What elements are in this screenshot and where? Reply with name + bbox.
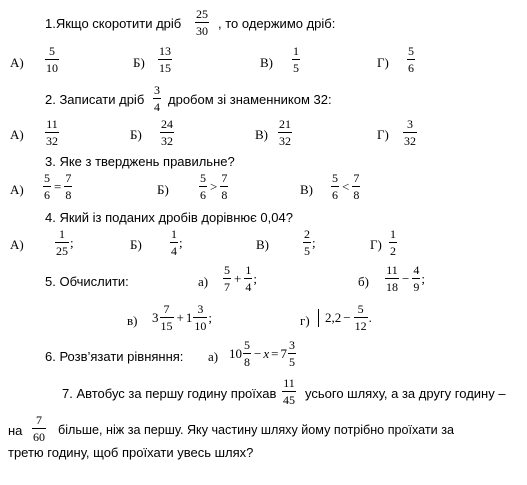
q5-b-first-numerator: 11: [386, 263, 398, 277]
q3-option-b-right-numerator: 7: [221, 171, 228, 185]
q4-option-c-denominator: 5: [304, 244, 310, 258]
q2-option-d-denominator: 32: [404, 134, 416, 148]
q5-b-label: б): [358, 274, 369, 289]
q4-option-a-expression: [54, 228, 74, 257]
q4-option-a-label: А): [10, 237, 24, 252]
q3-option-a-left-denominator: 6: [44, 188, 50, 202]
q6-equation: [229, 339, 297, 368]
q5-b-second-numerator: 4: [413, 263, 420, 277]
q2-option-c-numerator: 21: [279, 117, 291, 131]
q3-option-a-label: А): [10, 182, 24, 197]
q5-a-second-numerator: 1: [245, 263, 252, 277]
q1-option-c-numerator: 1: [293, 44, 299, 58]
q2-option-c-denominator: 32: [279, 134, 291, 148]
q6-operator: −: [254, 346, 262, 361]
q3-option-b-operator: >: [210, 179, 218, 194]
q4-option-b-label: Б): [130, 237, 142, 252]
q5-d-label: г): [300, 313, 310, 328]
q5-b-suffix: ;: [421, 271, 425, 286]
q6-text: 6. Розв’язати рівняння:: [45, 349, 184, 364]
q1-option-d-denominator: 6: [408, 61, 414, 75]
q4-option-b-expression: [169, 228, 183, 257]
q5-a-second-denominator: 4: [245, 280, 252, 294]
q5-text: 5. Обчислити:: [45, 274, 129, 289]
q4-option-c-suffix: ;: [312, 235, 316, 250]
q3-option-c-expression: [330, 172, 361, 201]
q5-d-denominator: 12: [354, 319, 367, 333]
q7-fraction-1-numerator: 11: [283, 376, 295, 390]
q7-fraction-2: [32, 414, 46, 443]
q4-option-c-expression: [302, 228, 316, 257]
q1-text-after: , то одержимо дріб:: [218, 16, 336, 31]
q2-option-d-label: Г): [377, 127, 389, 142]
q2-option-a-denominator: 32: [46, 134, 58, 148]
q2-option-b-fraction: [160, 118, 174, 147]
q6-first-denominator: 8: [244, 355, 250, 369]
q2-option-d-fraction: [403, 118, 417, 147]
q7-text-line2: більше, ніж за першу. Яку частину шляху йому потрібно проїхати за: [58, 423, 454, 437]
q5-c-operator: +: [176, 310, 184, 325]
q4-option-b-suffix: ;: [179, 235, 183, 250]
q7-text-line1-end: усього шляху, а за другу годину –: [305, 386, 506, 401]
q4-option-b-numerator: 1: [171, 227, 177, 241]
q5-b-operator: −: [402, 271, 410, 286]
q6-variable: x: [263, 346, 270, 361]
q4-option-d-numerator: 1: [390, 227, 396, 241]
q5-c-first-numerator: 7: [163, 302, 170, 316]
q7-fraction-1-denominator: 45: [283, 393, 295, 407]
q2-option-a-numerator: 11: [46, 117, 58, 131]
q5-d-suffix: .: [368, 310, 372, 325]
q1-option-b-numerator: 13: [159, 44, 171, 58]
q2-fraction: [153, 84, 161, 113]
q5-d-expression: [316, 303, 372, 332]
q5-c-second-numerator: 3: [197, 302, 204, 316]
q5-d-decimal: 2,2: [325, 310, 342, 325]
q3-option-b-right-denominator: 8: [221, 188, 228, 202]
q3-option-c-operator: <: [342, 179, 350, 194]
q6-first-numerator: 5: [244, 338, 250, 352]
q1-option-d-label: Г): [377, 55, 389, 70]
q7-fraction-2-denominator: 60: [33, 430, 45, 444]
q1-option-b-fraction: [158, 45, 172, 74]
q1-option-b-denominator: 15: [159, 61, 171, 75]
q3-option-a-operator: =: [54, 179, 62, 194]
cursor-bar: [318, 309, 319, 327]
q4-option-a-numerator: 1: [59, 227, 65, 241]
q5-c-label: в): [127, 313, 138, 328]
q2-option-c-fraction: [278, 118, 292, 147]
q4-option-d-denominator: 2: [390, 244, 396, 258]
q5-c-second-denominator: 10: [194, 319, 207, 333]
q3-option-b-left-denominator: 6: [200, 188, 206, 202]
q2-text: 2. Записати дріб: [45, 92, 145, 107]
q5-c-first-denominator: 15: [160, 319, 173, 333]
q5-c-first-whole: 3: [152, 310, 159, 325]
q2-option-a-fraction: [45, 118, 59, 147]
q2-fraction-denominator: 4: [154, 100, 160, 114]
q5-a-suffix: ;: [253, 271, 257, 286]
q4-option-d-label: Г): [370, 237, 382, 252]
q1-text: 1.Якщо скоротити дріб: [45, 16, 182, 31]
q3-option-c-left-numerator: 5: [332, 171, 338, 185]
q5-a-first-numerator: 5: [224, 263, 230, 277]
q1-option-c-fraction: [292, 45, 300, 74]
q3-option-c-label: В): [300, 182, 313, 197]
q1-option-d-numerator: 5: [408, 44, 414, 58]
q5-c-suffix: ;: [208, 310, 212, 325]
q6-second-denominator: 5: [288, 355, 295, 369]
q2-option-a-label: А): [10, 127, 24, 142]
q6-equals: =: [271, 346, 279, 361]
q7-fraction-2-numerator: 7: [36, 413, 42, 427]
q5-a-first-denominator: 7: [224, 280, 230, 294]
q3-option-b-label: Б): [157, 182, 169, 197]
q3-option-a-left-numerator: 5: [44, 171, 50, 185]
q6-second-numerator: 3: [288, 338, 295, 352]
q4-option-a-denominator: 25: [56, 244, 68, 258]
q1-option-d-fraction: [407, 45, 415, 74]
q7-fraction-1: [282, 377, 296, 406]
q2-text-after: дробом зі знаменником 32:: [168, 92, 332, 107]
q3-option-a-right-denominator: 8: [65, 188, 72, 202]
q3-option-c-right-numerator: 7: [353, 171, 360, 185]
q5-d-numerator: 5: [357, 302, 364, 316]
q1-option-c-denominator: 5: [293, 61, 299, 75]
q3-text: 3. Яке з тверджень правильне?: [45, 154, 235, 169]
q5-a-label: а): [198, 274, 209, 289]
q4-option-d-expression: [388, 228, 398, 257]
q3-option-c-right-denominator: 8: [353, 188, 360, 202]
q5-b-second-denominator: 9: [413, 280, 420, 294]
q5-d-operator: −: [343, 310, 351, 325]
q2-option-c-label: В): [255, 127, 268, 142]
q5-c-second-whole: 1: [185, 310, 193, 325]
q4-option-c-numerator: 2: [304, 227, 310, 241]
q2-option-d-numerator: 3: [407, 117, 413, 131]
q7-text-line1: 7. Автобус за першу годину проїхав: [62, 386, 277, 401]
q2-option-b-label: Б): [130, 127, 142, 142]
q1-fraction-numerator: 25: [196, 7, 208, 21]
q1-option-a-label: А): [10, 55, 24, 70]
q5-a-expression: [222, 264, 257, 293]
q4-option-c-label: В): [256, 237, 269, 252]
q3-option-c-left-denominator: 6: [332, 188, 338, 202]
q5-c-expression: [152, 303, 212, 332]
q6-second-whole: 7: [280, 346, 287, 361]
q5-a-operator: +: [234, 271, 242, 286]
q3-option-a-expression: [42, 172, 73, 201]
q1-option-a-numerator: 5: [49, 44, 55, 58]
q1-option-a-denominator: 10: [46, 61, 58, 75]
q4-text: 4. Який із поданих дробів дорівнює 0,04?: [45, 210, 293, 225]
q6-label: а): [208, 349, 219, 364]
q7-text-line3: третю годину, щоб проїхати увесь шлях?: [8, 445, 254, 460]
q4-option-a-suffix: ;: [70, 235, 74, 250]
q2-fraction-numerator: 3: [154, 83, 160, 97]
q2-option-b-numerator: 24: [161, 117, 173, 131]
q5-b-expression: [384, 264, 425, 293]
q1-fraction-denominator: 30: [196, 24, 208, 38]
q6-first-whole: 10: [229, 346, 242, 361]
q1-option-c-label: В): [260, 55, 273, 70]
q5-b-first-denominator: 18: [386, 280, 398, 294]
q4-option-b-denominator: 4: [171, 244, 177, 258]
q1-option-a-fraction: [45, 45, 59, 74]
q1-fraction: [195, 8, 209, 37]
q3-option-b-left-numerator: 5: [200, 171, 206, 185]
q3-option-b-expression: [198, 172, 229, 201]
q1-option-b-label: Б): [133, 55, 145, 70]
q7-text-line2-start: на: [8, 423, 23, 438]
q2-option-b-denominator: 32: [161, 134, 173, 148]
q3-option-a-right-numerator: 7: [65, 171, 72, 185]
